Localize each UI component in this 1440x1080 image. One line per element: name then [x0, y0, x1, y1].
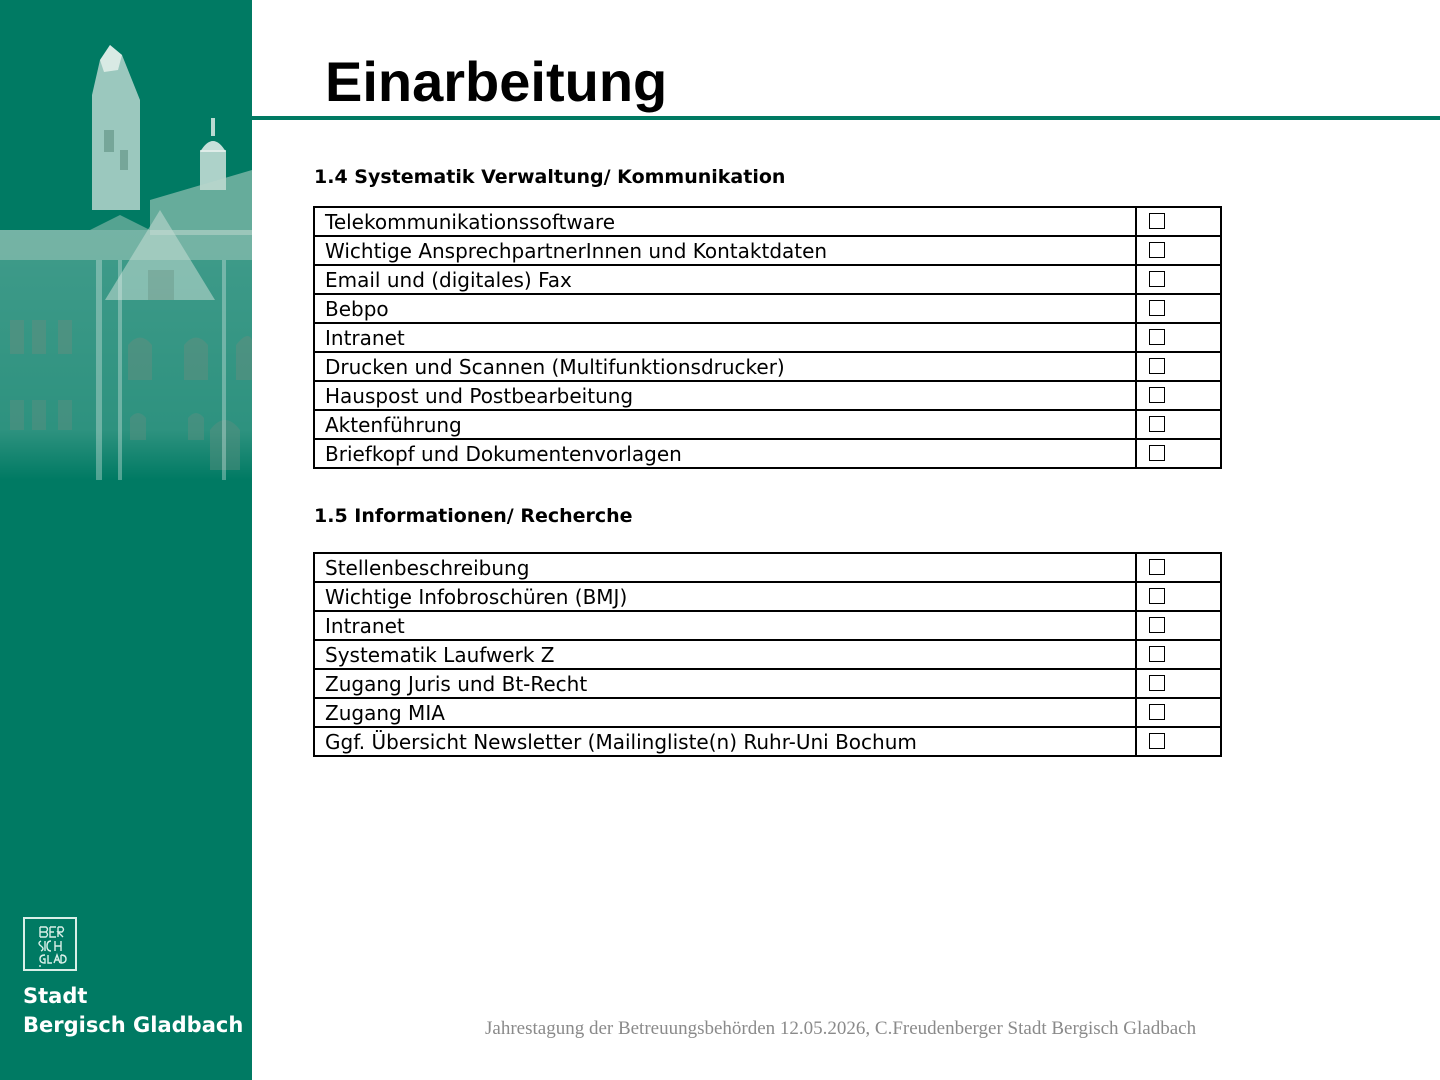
- city-logo-lettering-icon: [25, 919, 75, 969]
- checklist-checkbox-cell: [1136, 669, 1221, 698]
- checkbox[interactable]: [1149, 213, 1165, 229]
- city-name-line2: Bergisch Gladbach: [23, 1013, 244, 1037]
- checklist-item-label: Systematik Laufwerk Z: [314, 640, 1136, 669]
- checklist-checkbox-cell: [1136, 640, 1221, 669]
- checklist-kommunikation: [313, 206, 1222, 469]
- checklist-row: [314, 727, 1221, 756]
- checklist-item-label: Briefkopf und Dokumentenvorlagen: [314, 439, 1136, 468]
- checklist-checkbox-cell: [1136, 207, 1221, 236]
- section-heading-recherche: 1.5 Informationen/ Recherche: [314, 505, 633, 527]
- footer-text: Jahrestagung der Betreuungsbehörden 12.05.2026, C.Freudenberger Stadt Bergisch Gladbach: [485, 1018, 1197, 1039]
- checklist-item-label: Zugang MIA: [314, 698, 1136, 727]
- checklist-row: [314, 698, 1221, 727]
- checklist-checkbox-cell: [1136, 611, 1221, 640]
- checklist-row: [314, 352, 1221, 381]
- checkbox[interactable]: [1149, 416, 1165, 432]
- checklist-item-label: Bebpo: [314, 294, 1136, 323]
- checklist-row: [314, 669, 1221, 698]
- checklist-row: [314, 640, 1221, 669]
- checkbox[interactable]: [1149, 300, 1165, 316]
- title-divider: [252, 116, 1440, 120]
- checklist-checkbox-cell: [1136, 294, 1221, 323]
- checklist-checkbox-cell: [1136, 439, 1221, 468]
- checkbox[interactable]: [1149, 617, 1165, 633]
- page-title: Einarbeitung: [325, 50, 668, 113]
- checklist-row: [314, 323, 1221, 352]
- town-hall-photo: [0, 0, 252, 480]
- checklist-item-label: Aktenführung: [314, 410, 1136, 439]
- checklist-row: [314, 294, 1221, 323]
- checklist-checkbox-cell: [1136, 553, 1221, 582]
- checklist-item-label: Intranet: [314, 611, 1136, 640]
- checkbox[interactable]: [1149, 271, 1165, 287]
- checklist-item-label: Intranet: [314, 323, 1136, 352]
- checklist-item-label: Stellenbeschreibung: [314, 553, 1136, 582]
- checklist-checkbox-cell: [1136, 698, 1221, 727]
- checklist-row: [314, 410, 1221, 439]
- checklist-checkbox-cell: [1136, 265, 1221, 294]
- checkbox[interactable]: [1149, 559, 1165, 575]
- checklist-row: [314, 236, 1221, 265]
- checklist-item-label: Ggf. Übersicht Newsletter (Mailingliste(n) Ruhr-Uni Bochum: [314, 727, 1136, 756]
- checklist-item-label: Email und (digitales) Fax: [314, 265, 1136, 294]
- checklist-item-label: Telekommunikationssoftware: [314, 207, 1136, 236]
- section-heading-kommunikation: 1.4 Systematik Verwaltung/ Kommunikation: [314, 166, 786, 188]
- checklist-item-label: Drucken und Scannen (Multifunktionsdrucker): [314, 352, 1136, 381]
- checkbox[interactable]: [1149, 242, 1165, 258]
- checklist-checkbox-cell: [1136, 727, 1221, 756]
- checkbox[interactable]: [1149, 704, 1165, 720]
- city-name-line1: Stadt: [23, 984, 88, 1008]
- checklist-row: [314, 582, 1221, 611]
- checklist-row: [314, 553, 1221, 582]
- sidebar: [0, 0, 252, 1080]
- checkbox[interactable]: [1149, 733, 1165, 749]
- checkbox[interactable]: [1149, 445, 1165, 461]
- checkbox[interactable]: [1149, 588, 1165, 604]
- city-logo: [23, 917, 77, 971]
- checklist-item-label: Zugang Juris und Bt-Recht: [314, 669, 1136, 698]
- checklist-row: [314, 439, 1221, 468]
- checklist-row: [314, 265, 1221, 294]
- checklist-checkbox-cell: [1136, 323, 1221, 352]
- checklist-item-label: Wichtige AnsprechpartnerInnen und Kontaktdaten: [314, 236, 1136, 265]
- checkbox[interactable]: [1149, 329, 1165, 345]
- checkbox[interactable]: [1149, 646, 1165, 662]
- checklist-recherche: [313, 552, 1222, 757]
- checkbox[interactable]: [1149, 387, 1165, 403]
- checklist-checkbox-cell: [1136, 381, 1221, 410]
- city-name: [23, 982, 243, 1040]
- checkbox[interactable]: [1149, 358, 1165, 374]
- checklist-checkbox-cell: [1136, 352, 1221, 381]
- checklist-item-label: Hauspost und Postbearbeitung: [314, 381, 1136, 410]
- checklist-checkbox-cell: [1136, 410, 1221, 439]
- checklist-checkbox-cell: [1136, 582, 1221, 611]
- checklist-checkbox-cell: [1136, 236, 1221, 265]
- checkbox[interactable]: [1149, 675, 1165, 691]
- checklist-row: [314, 611, 1221, 640]
- checklist-row: [314, 381, 1221, 410]
- checklist-item-label: Wichtige Infobroschüren (BMJ): [314, 582, 1136, 611]
- checklist-row: [314, 207, 1221, 236]
